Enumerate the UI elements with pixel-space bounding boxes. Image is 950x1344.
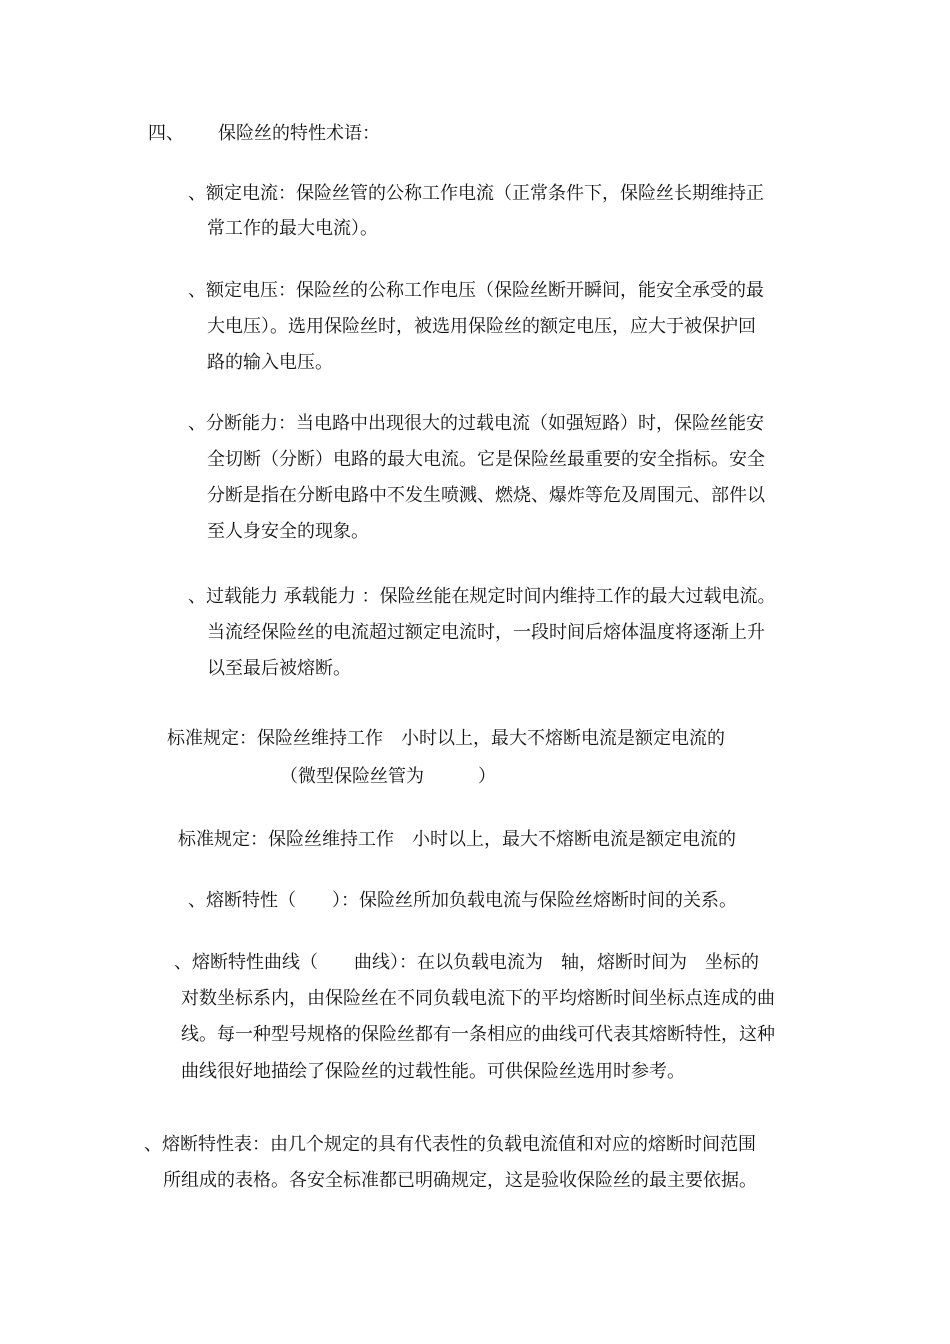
paragraph-line: （微型保险丝管为 ）: [280, 766, 496, 787]
paragraph-line: 、分断能力：当电路中出现很大的过载电流（如强短路）时，保险丝能安: [188, 413, 764, 434]
paragraph-line: 标准规定：保险丝维持工作 小时以上，最大不熔断电流是额定电流的: [178, 829, 736, 850]
paragraph-line: 标准规定：保险丝维持工作 小时以上，最大不熔断电流是额定电流的: [167, 728, 725, 749]
section-title: 保险丝的特性术语：: [218, 123, 380, 144]
section-number: 四、: [148, 123, 184, 144]
paragraph-line: 以至最后被熔断。: [207, 658, 351, 679]
paragraph-line: 常工作的最大电流）。: [207, 218, 378, 239]
paragraph-line: 曲线很好地描绘了保险丝的过载性能。可供保险丝选用时参考。: [181, 1061, 685, 1082]
paragraph-line: 当流经保险丝的电流超过额定电流时，一段时间后熔体温度将逐渐上升: [207, 622, 765, 643]
paragraph-line: 、额定电压：保险丝的公称工作电压（保险丝断开瞬间，能安全承受的最: [188, 280, 764, 301]
paragraph-line: 所组成的表格。各安全标准都已明确规定，这是验收保险丝的最主要依据。: [163, 1170, 757, 1191]
paragraph-line: 分断是指在分断电路中不发生喷溅、燃烧、爆炸等危及周围元、部件以: [207, 485, 765, 506]
paragraph-line: 、额定电流：保险丝管的公称工作电流（正常条件下，保险丝长期维持正: [188, 183, 764, 204]
paragraph-line: 、熔断特性曲线（ 曲线）：在以负载电流为 轴，熔断时间为 坐标的: [174, 952, 759, 973]
paragraph-line: 至人身安全的现象。: [207, 521, 369, 542]
paragraph-line: 线。每一种型号规格的保险丝都有一条相应的曲线可代表其熔断特性，这种: [181, 1024, 775, 1045]
paragraph-line: 对数坐标系内，由保险丝在不同负载电流下的平均熔断时间坐标点连成的曲: [181, 988, 775, 1009]
paragraph-line: 、熔断特性（ ）：保险丝所加负载电流与保险丝熔断时间的关系。: [188, 890, 737, 911]
paragraph-line: 、过载能力 承载能力 ：保险丝能在规定时间内维持工作的最大过载电流。: [188, 586, 776, 607]
paragraph-line: 路的输入电压。: [207, 352, 333, 373]
paragraph-line: 、熔断特性表：由几个规定的具有代表性的负载电流值和对应的熔断时间范围: [144, 1134, 756, 1155]
paragraph-line: 全切断（分断）电路的最大电流。它是保险丝最重要的安全指标。安全: [207, 449, 765, 470]
paragraph-line: 大电压）。选用保险丝时，被选用保险丝的额定电压，应大于被保护回: [207, 316, 756, 337]
